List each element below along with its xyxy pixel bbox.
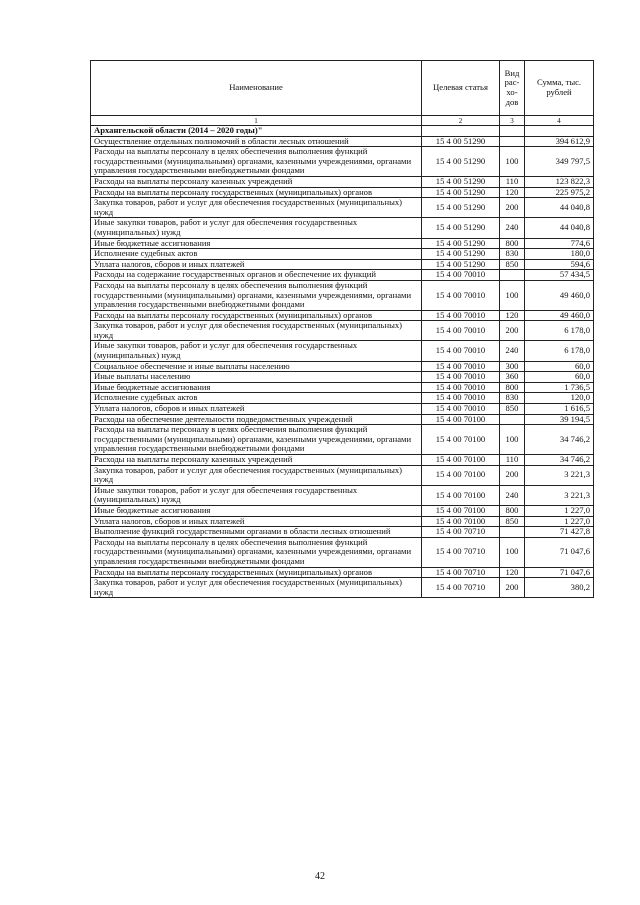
row-sum: 180,0 xyxy=(525,249,594,260)
row-vid: 800 xyxy=(500,238,525,249)
row-vid: 200 xyxy=(500,578,525,598)
row-sum: 6 178,0 xyxy=(525,341,594,361)
row-name: Исполнение судебных актов xyxy=(91,393,422,404)
row-sum: 394 612,9 xyxy=(525,136,594,147)
table-row xyxy=(91,136,594,147)
row-name: Иные выплаты населению xyxy=(91,372,422,383)
table-row xyxy=(91,485,594,505)
column-index: 2 xyxy=(422,116,500,126)
header-name: Наименование xyxy=(91,61,422,116)
row-name: Социальное обеспечение и иные выплаты населению xyxy=(91,361,422,372)
table-row xyxy=(91,270,594,281)
row-sum: 380,2 xyxy=(525,578,594,598)
row-sum: 34 746,2 xyxy=(525,425,594,455)
row-target: 15 4 00 70010 xyxy=(422,372,500,383)
table-row xyxy=(91,372,594,383)
table-row xyxy=(91,238,594,249)
budget-table xyxy=(90,60,594,598)
row-name: Расходы на выплаты персоналу в целях обеспечения выполнения функций государственными (муниципальными) органами, казенными учреждениями, органами управления государственными внебюджетными фондами xyxy=(91,147,422,177)
row-vid: 100 xyxy=(500,280,525,310)
row-target: 15 4 00 70710 xyxy=(422,567,500,578)
row-name: Расходы на обеспечение деятельности подведомственных учреждений xyxy=(91,414,422,425)
table-row xyxy=(91,310,594,321)
row-sum: 34 746,2 xyxy=(525,455,594,466)
row-sum: 6 178,0 xyxy=(525,321,594,341)
row-vid: 240 xyxy=(500,341,525,361)
row-name: Расходы на выплаты персоналу казенных учреждений xyxy=(91,176,422,187)
row-target: 15 4 00 70010 xyxy=(422,404,500,415)
table-row xyxy=(91,455,594,466)
row-name: Расходы на выплаты персоналу казенных учреждений xyxy=(91,455,422,466)
empty-cell xyxy=(422,126,500,137)
row-vid xyxy=(500,270,525,281)
row-target: 15 4 00 51290 xyxy=(422,176,500,187)
row-name: Расходы на выплаты персоналу в целях обеспечения выполнения функций государственными (муниципальными) органами, казенными учреждениями, органами управления государственными внебюджетными фондами xyxy=(91,537,422,567)
table-row xyxy=(91,361,594,372)
row-sum: 44 040,8 xyxy=(525,218,594,238)
row-target: 15 4 00 70010 xyxy=(422,270,500,281)
row-name: Закупка товаров, работ и услуг для обеспечения государственных (муниципальных) нужд xyxy=(91,321,422,341)
row-sum: 3 221,3 xyxy=(525,465,594,485)
row-target: 15 4 00 70010 xyxy=(422,361,500,372)
table-row xyxy=(91,341,594,361)
row-name: Иные бюджетные ассигнования xyxy=(91,505,422,516)
page-number: 42 xyxy=(315,871,325,882)
row-vid: 100 xyxy=(500,425,525,455)
row-vid: 850 xyxy=(500,404,525,415)
row-vid: 100 xyxy=(500,147,525,177)
row-vid xyxy=(500,414,525,425)
row-sum: 1 736,5 xyxy=(525,382,594,393)
row-sum: 123 822,3 xyxy=(525,176,594,187)
row-sum: 71 427,8 xyxy=(525,527,594,538)
row-vid: 800 xyxy=(500,382,525,393)
row-sum: 71 047,6 xyxy=(525,567,594,578)
row-name: Закупка товаров, работ и услуг для обеспечения государственных (муниципальных) нужд xyxy=(91,465,422,485)
row-target: 15 4 00 51290 xyxy=(422,198,500,218)
table-row xyxy=(91,578,594,598)
row-vid: 110 xyxy=(500,176,525,187)
row-target: 15 4 00 70100 xyxy=(422,414,500,425)
row-vid: 200 xyxy=(500,321,525,341)
row-sum: 60,0 xyxy=(525,372,594,383)
row-target: 15 4 00 70010 xyxy=(422,341,500,361)
row-name: Расходы на выплаты персоналу государственных (муниципальных) органов xyxy=(91,567,422,578)
row-target: 15 4 00 70100 xyxy=(422,516,500,527)
row-target: 15 4 00 70710 xyxy=(422,578,500,598)
row-target: 15 4 00 51290 xyxy=(422,249,500,260)
row-target: 15 4 00 51290 xyxy=(422,147,500,177)
row-vid: 850 xyxy=(500,516,525,527)
row-sum: 71 047,6 xyxy=(525,537,594,567)
row-target: 15 4 00 70100 xyxy=(422,465,500,485)
row-vid: 200 xyxy=(500,465,525,485)
empty-cell xyxy=(500,126,525,137)
row-target: 15 4 00 70100 xyxy=(422,505,500,516)
row-name: Уплата налогов, сборов и иных платежей xyxy=(91,259,422,270)
table-row xyxy=(91,527,594,538)
column-index: 3 xyxy=(500,116,525,126)
row-vid: 360 xyxy=(500,372,525,383)
column-index-row xyxy=(91,116,594,126)
row-target: 15 4 00 70010 xyxy=(422,310,500,321)
table-row xyxy=(91,465,594,485)
row-name: Закупка товаров, работ и услуг для обеспечения государственных (муниципальных) нужд xyxy=(91,198,422,218)
table-row xyxy=(91,176,594,187)
column-index: 4 xyxy=(525,116,594,126)
row-name: Иные бюджетные ассигнования xyxy=(91,382,422,393)
row-vid: 100 xyxy=(500,537,525,567)
row-sum: 594,6 xyxy=(525,259,594,270)
row-sum: 39 194,5 xyxy=(525,414,594,425)
row-name: Иные закупки товаров, работ и услуг для обеспечения государственных (муниципальных) нужд xyxy=(91,485,422,505)
row-sum: 225 975,2 xyxy=(525,187,594,198)
row-sum: 57 434,5 xyxy=(525,270,594,281)
table-row xyxy=(91,425,594,455)
table-row xyxy=(91,321,594,341)
row-name: Уплата налогов, сборов и иных платежей xyxy=(91,516,422,527)
row-vid: 240 xyxy=(500,218,525,238)
row-vid: 800 xyxy=(500,505,525,516)
table-body xyxy=(91,136,594,598)
row-vid xyxy=(500,136,525,147)
row-vid xyxy=(500,527,525,538)
row-name: Уплата налогов, сборов и иных платежей xyxy=(91,404,422,415)
section-title: Архангельской области (2014 – 2020 годы)" xyxy=(91,126,422,137)
row-name: Осуществление отдельных полномочий в области лесных отношений xyxy=(91,136,422,147)
row-vid: 850 xyxy=(500,259,525,270)
row-target: 15 4 00 51290 xyxy=(422,136,500,147)
row-vid: 120 xyxy=(500,310,525,321)
table-row xyxy=(91,259,594,270)
empty-cell xyxy=(525,126,594,137)
row-name: Расходы на выплаты персоналу в целях обеспечения выполнения функций государственными (муниципальными) органами, казенными учреждениями, органами управления государственными внебюджетными фондами xyxy=(91,425,422,455)
row-sum: 1 227,0 xyxy=(525,505,594,516)
row-target: 15 4 00 51290 xyxy=(422,218,500,238)
row-vid: 120 xyxy=(500,567,525,578)
header-sum: Сумма, тыс. рублей xyxy=(525,61,594,116)
row-sum: 774,6 xyxy=(525,238,594,249)
table-row xyxy=(91,249,594,260)
row-target: 15 4 00 70100 xyxy=(422,455,500,466)
table-row xyxy=(91,537,594,567)
table-row xyxy=(91,147,594,177)
row-name: Расходы на выплаты персоналу государственных (муниципальных) органов xyxy=(91,187,422,198)
row-sum: 120,0 xyxy=(525,393,594,404)
table-row xyxy=(91,404,594,415)
row-sum: 3 221,3 xyxy=(525,485,594,505)
row-name: Расходы на содержание государственных органов и обеспечение их функций xyxy=(91,270,422,281)
row-name: Расходы на выплаты персоналу государственных (муниципальных) органов xyxy=(91,310,422,321)
row-sum: 60,0 xyxy=(525,361,594,372)
row-sum: 49 460,0 xyxy=(525,310,594,321)
row-name: Иные закупки товаров, работ и услуг для обеспечения государственных (муниципальных) нужд xyxy=(91,218,422,238)
header-vid: Вид рас-хо-дов xyxy=(500,61,525,116)
row-sum: 349 797,5 xyxy=(525,147,594,177)
row-target: 15 4 00 70010 xyxy=(422,280,500,310)
header-target: Целевая статья xyxy=(422,61,500,116)
row-sum: 1 616,5 xyxy=(525,404,594,415)
row-target: 15 4 00 70710 xyxy=(422,527,500,538)
table-row xyxy=(91,505,594,516)
row-target: 15 4 00 70100 xyxy=(422,425,500,455)
column-index: 1 xyxy=(91,116,422,126)
row-target: 15 4 00 51290 xyxy=(422,187,500,198)
row-vid: 240 xyxy=(500,485,525,505)
row-name: Иные закупки товаров, работ и услуг для обеспечения государственных (муниципальных) нужд xyxy=(91,341,422,361)
row-target: 15 4 00 70100 xyxy=(422,485,500,505)
table-row xyxy=(91,567,594,578)
row-name: Расходы на выплаты персоналу в целях обеспечения выполнения функций государственными (муниципальными) органами, казенными учреждениями, органами управления государственными внебюджетными фондами xyxy=(91,280,422,310)
row-name: Иные бюджетные ассигнования xyxy=(91,238,422,249)
row-vid: 300 xyxy=(500,361,525,372)
row-target: 15 4 00 70010 xyxy=(422,382,500,393)
row-name: Выполнение функций государственными органами в области лесных отношений xyxy=(91,527,422,538)
table-row xyxy=(91,218,594,238)
row-target: 15 4 00 51290 xyxy=(422,238,500,249)
table-row xyxy=(91,280,594,310)
row-target: 15 4 00 70010 xyxy=(422,393,500,404)
row-sum: 44 040,8 xyxy=(525,198,594,218)
row-target: 15 4 00 70010 xyxy=(422,321,500,341)
table-row xyxy=(91,382,594,393)
row-vid: 110 xyxy=(500,455,525,466)
row-vid: 200 xyxy=(500,198,525,218)
table-row xyxy=(91,198,594,218)
table-row xyxy=(91,414,594,425)
row-vid: 120 xyxy=(500,187,525,198)
row-vid: 830 xyxy=(500,249,525,260)
row-vid: 830 xyxy=(500,393,525,404)
table-row xyxy=(91,187,594,198)
row-sum: 1 227,0 xyxy=(525,516,594,527)
table-header-row xyxy=(91,61,594,116)
table-row xyxy=(91,393,594,404)
section-title-row xyxy=(91,126,594,137)
row-sum: 49 460,0 xyxy=(525,280,594,310)
table-row xyxy=(91,516,594,527)
row-target: 15 4 00 51290 xyxy=(422,259,500,270)
row-target: 15 4 00 70710 xyxy=(422,537,500,567)
row-name: Исполнение судебных актов xyxy=(91,249,422,260)
row-name: Закупка товаров, работ и услуг для обеспечения государственных (муниципальных) нужд xyxy=(91,578,422,598)
